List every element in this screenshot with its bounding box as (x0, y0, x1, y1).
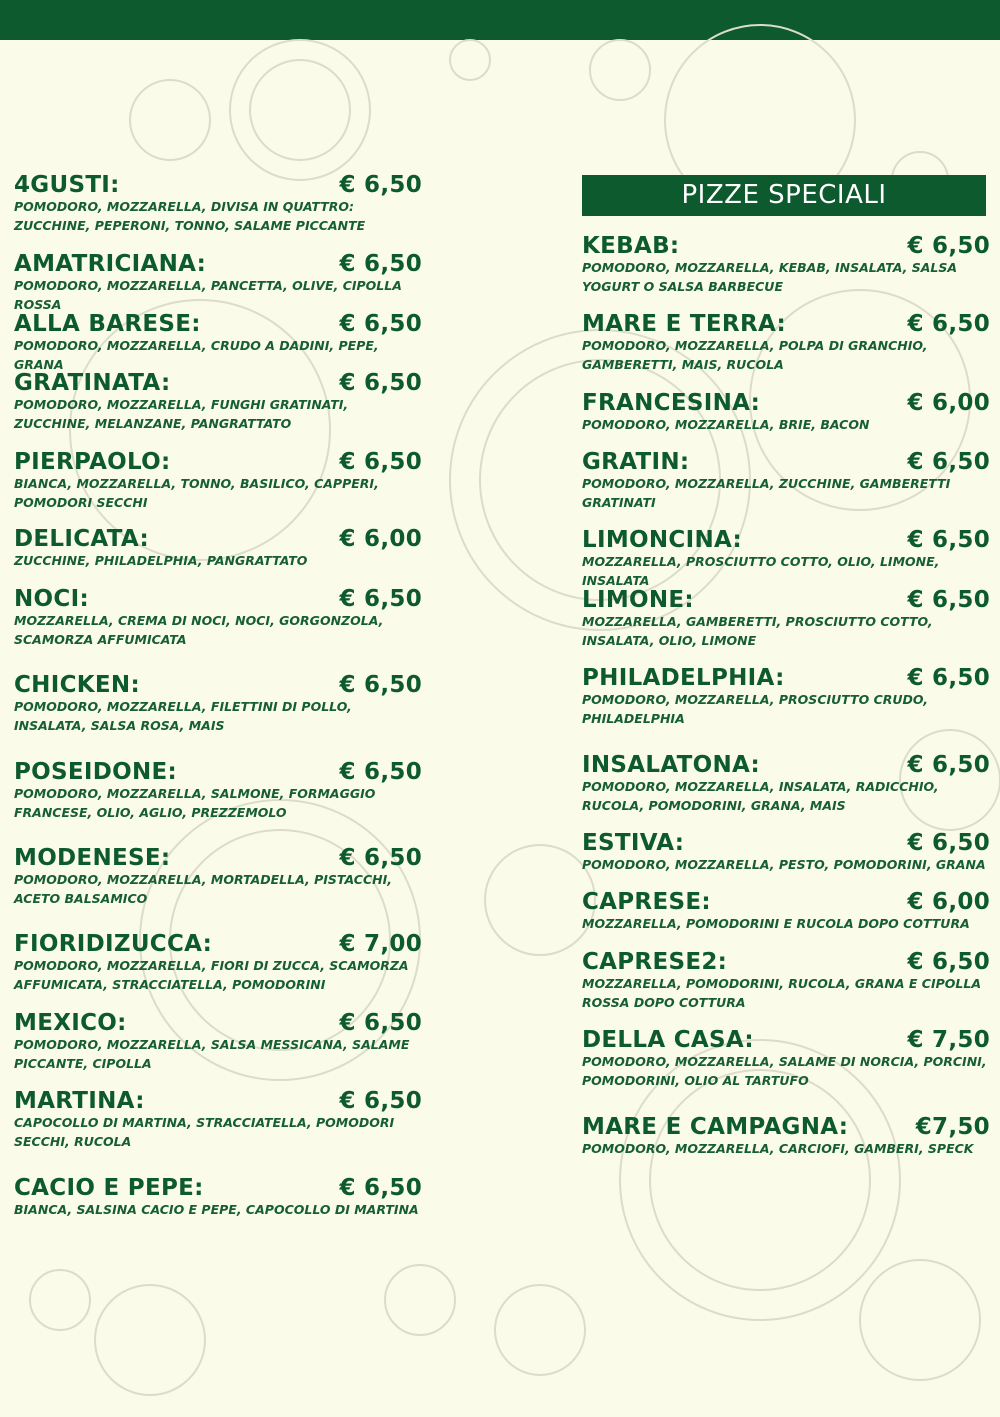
item-ingredients: MOZZARELLA, PROSCIUTTO COTTO, OLIO, LIMONE, INSALATA (582, 554, 940, 588)
item-price: € 6,50 (339, 845, 422, 871)
cheese-doodle (95, 1285, 205, 1395)
item-price: € 6,50 (339, 172, 422, 198)
item-ingredients: POMODORO, MOZZARELLA, FILETTINI DI POLLO, INSALATA, SALSA ROSA, MAIS (14, 699, 352, 733)
item-price: € 6,00 (907, 390, 990, 416)
item-price: € 6,50 (339, 586, 422, 612)
item-name: MARTINA: (14, 1088, 145, 1114)
item-price: € 6,50 (339, 449, 422, 475)
menu-item (14, 931, 422, 994)
item-price: € 6,50 (339, 1088, 422, 1114)
item-name: DELICATA: (14, 526, 149, 552)
item-name: GRATIN: (582, 449, 690, 475)
item-name: 4GUSTI: (14, 172, 120, 198)
menu-item (582, 752, 990, 815)
item-price: € 6,50 (339, 1175, 422, 1201)
item-name: PHILADELPHIA: (582, 665, 785, 691)
menu-item (582, 1027, 990, 1090)
menu-item (582, 390, 990, 435)
item-ingredients: CAPOCOLLO DI MARTINA, STRACCIATELLA, POMODORI SECCHI, RUCOLA (14, 1115, 395, 1149)
item-name: GRATINATA: (14, 370, 171, 396)
item-ingredients: ZUCCHINE, PHILADELPHIA, PANGRATTATO (14, 553, 308, 568)
item-name: MEXICO: (14, 1010, 127, 1036)
menu-item (14, 759, 422, 822)
item-ingredients: BIANCA, SALSINA CACIO E PEPE, CAPOCOLLO DI MARTINA (14, 1202, 419, 1217)
item-price: € 6,50 (339, 672, 422, 698)
item-name: CACIO E PEPE: (14, 1175, 204, 1201)
item-name: AMATRICIANA: (14, 251, 207, 277)
item-name: NOCI: (14, 586, 89, 612)
item-price: € 7,00 (339, 931, 422, 957)
item-name: POSEIDONE: (14, 759, 178, 785)
item-price: € 6,50 (907, 311, 990, 337)
tomato-doodle (30, 1270, 90, 1330)
item-price: € 6,50 (907, 949, 990, 975)
item-ingredients: POMODORO, MOZZARELLA, FIORI DI ZUCCA, SCAMORZA AFFUMICATA, STRACCIATELLA, POMODORINI (14, 958, 409, 992)
item-ingredients: MOZZARELLA, CREMA DI NOCI, NOCI, GORGONZOLA, SCAMORZA AFFUMICATA (14, 613, 384, 647)
menu-item (582, 527, 990, 590)
menu-item (582, 665, 990, 728)
item-name: CAPRESE2: (582, 949, 728, 975)
item-name: ESTIVA: (582, 830, 685, 856)
item-ingredients: POMODORO, MOZZARELLA, CRUDO A DADINI, PEPE, GRANA (14, 338, 379, 372)
item-name: CHICKEN: (14, 672, 140, 698)
item-name: INSALATONA: (582, 752, 761, 778)
item-ingredients: POMODORO, MOZZARELLA, BRIE, BACON (582, 417, 870, 432)
menu-item (14, 311, 422, 374)
item-name: PIERPAOLO: (14, 449, 171, 475)
item-price: € 6,50 (907, 587, 990, 613)
top-bar (0, 0, 1000, 40)
menu-item (582, 889, 990, 934)
item-price: € 7,50 (907, 1027, 990, 1053)
item-name: CAPRESE: (582, 889, 711, 915)
item-price: € 6,50 (907, 665, 990, 691)
item-price: € 6,00 (907, 889, 990, 915)
menu-item (14, 172, 422, 235)
item-name: DELLA CASA: (582, 1027, 754, 1053)
cheese-doodle (485, 845, 595, 955)
item-price: €7,50 (915, 1114, 990, 1140)
item-price: € 6,50 (907, 233, 990, 259)
item-name: KEBAB: (582, 233, 680, 259)
tomato-doodle (860, 1260, 980, 1380)
menu-item (14, 845, 422, 908)
item-price: € 6,50 (339, 759, 422, 785)
menu-item (582, 587, 990, 650)
item-ingredients: POMODORO, MOZZARELLA, CARCIOFI, GAMBERI, SPECK (582, 1141, 974, 1156)
item-name: FIORIDIZUCCA: (14, 931, 213, 957)
menu-item (582, 233, 990, 296)
item-name: LIMONE: (582, 587, 694, 613)
item-name: MARE E TERRA: (582, 311, 786, 337)
item-price: € 6,50 (907, 830, 990, 856)
item-price: € 6,50 (339, 251, 422, 277)
item-ingredients: POMODORO, MOZZARELLA, PANCETTA, OLIVE, CIPOLLA ROSSA (14, 278, 402, 312)
garlic-doodle (495, 1285, 585, 1375)
mushroom-doodle (450, 40, 490, 80)
tomato-doodle (385, 1265, 455, 1335)
section-title-pizze-speciali: PIZZE SPECIALI (582, 175, 986, 216)
item-name: FRANCESINA: (582, 390, 761, 416)
menu-item (14, 1175, 422, 1220)
pizza-doodle-inner (250, 60, 350, 160)
item-ingredients: MOZZARELLA, POMODORINI, RUCOLA, GRANA E CIPOLLA ROSSA DOPO COTTURA (582, 976, 982, 1010)
item-name: MARE E CAMPAGNA: (582, 1114, 849, 1140)
menu-item (582, 1114, 990, 1159)
item-ingredients: POMODORO, MOZZARELLA, POLPA DI GRANCHIO, GAMBERETTI, MAIS, RUCOLA (582, 338, 928, 372)
item-ingredients: POMODORO, MOZZARELLA, SALMONE, FORMAGGIO FRANCESE, OLIO, AGLIO, PREZZEMOLO (14, 786, 376, 820)
menu-item (14, 1088, 422, 1151)
menu-item (14, 1010, 422, 1073)
pepper-doodle (590, 40, 650, 100)
item-name: ALLA BARESE: (14, 311, 201, 337)
item-ingredients: POMODORO, MOZZARELLA, KEBAB, INSALATA, SALSA YOGURT O SALSA BARBECUE (582, 260, 958, 294)
item-ingredients: POMODORO, MOZZARELLA, FUNGHI GRATINATI, ZUCCHINE, MELANZANE, PANGRATTATO (14, 397, 349, 431)
item-price: € 6,00 (339, 526, 422, 552)
menu-item (14, 672, 422, 735)
item-ingredients: MOZZARELLA, GAMBERETTI, PROSCIUTTO COTTO, INSALATA, OLIO, LIMONE (582, 614, 933, 648)
item-price: € 6,50 (907, 752, 990, 778)
menu-item (582, 311, 990, 374)
menu-item (582, 449, 990, 512)
menu-item (14, 370, 422, 433)
item-price: € 6,50 (907, 527, 990, 553)
item-price: € 6,50 (339, 1010, 422, 1036)
item-ingredients: POMODORO, MOZZARELLA, ZUCCHINE, GAMBERETTI GRATINATI (582, 476, 951, 510)
item-ingredients: POMODORO, MOZZARELLA, INSALATA, RADICCHIO, RUCOLA, POMODORINI, GRANA, MAIS (582, 779, 939, 813)
pizza-doodle-inner (650, 1070, 870, 1290)
item-ingredients: POMODORO, MOZZARELLA, MORTADELLA, PISTACCHI, ACETO BALSAMICO (14, 872, 392, 906)
menu-item (14, 251, 422, 314)
item-price: € 6,50 (907, 449, 990, 475)
item-name: LIMONCINA: (582, 527, 743, 553)
item-ingredients: POMODORO, MOZZARELLA, SALSA MESSICANA, SALAME PICCANTE, CIPOLLA (14, 1037, 410, 1071)
menu-item (14, 526, 422, 571)
menu-item (582, 949, 990, 1012)
menu-item (14, 586, 422, 649)
garlic-doodle (130, 80, 210, 160)
item-ingredients: POMODORO, MOZZARELLA, PESTO, POMODORINI, GRANA (582, 857, 986, 872)
item-name: MODENESE: (14, 845, 171, 871)
item-price: € 6,50 (339, 311, 422, 337)
item-ingredients: POMODORO, MOZZARELLA, SALAME DI NORCIA, PORCINI, POMODORINI, OLIO AL TARTUFO (582, 1054, 987, 1088)
item-ingredients: POMODORO, MOZZARELLA, PROSCIUTTO CRUDO, PHILADELPHIA (582, 692, 929, 726)
item-price: € 6,50 (339, 370, 422, 396)
menu-item (14, 449, 422, 512)
item-ingredients: BIANCA, MOZZARELLA, TONNO, BASILICO, CAPPERI, POMODORI SECCHI (14, 476, 379, 510)
item-ingredients: POMODORO, MOZZARELLA, DIVISA IN QUATTRO: ZUCCHINE, PEPERONI, TONNO, SALAME PICCANTE (14, 199, 366, 233)
pizza-doodle (230, 40, 370, 180)
item-ingredients: MOZZARELLA, POMODORINI E RUCOLA DOPO COTTURA (582, 916, 970, 931)
menu-item (582, 830, 990, 875)
